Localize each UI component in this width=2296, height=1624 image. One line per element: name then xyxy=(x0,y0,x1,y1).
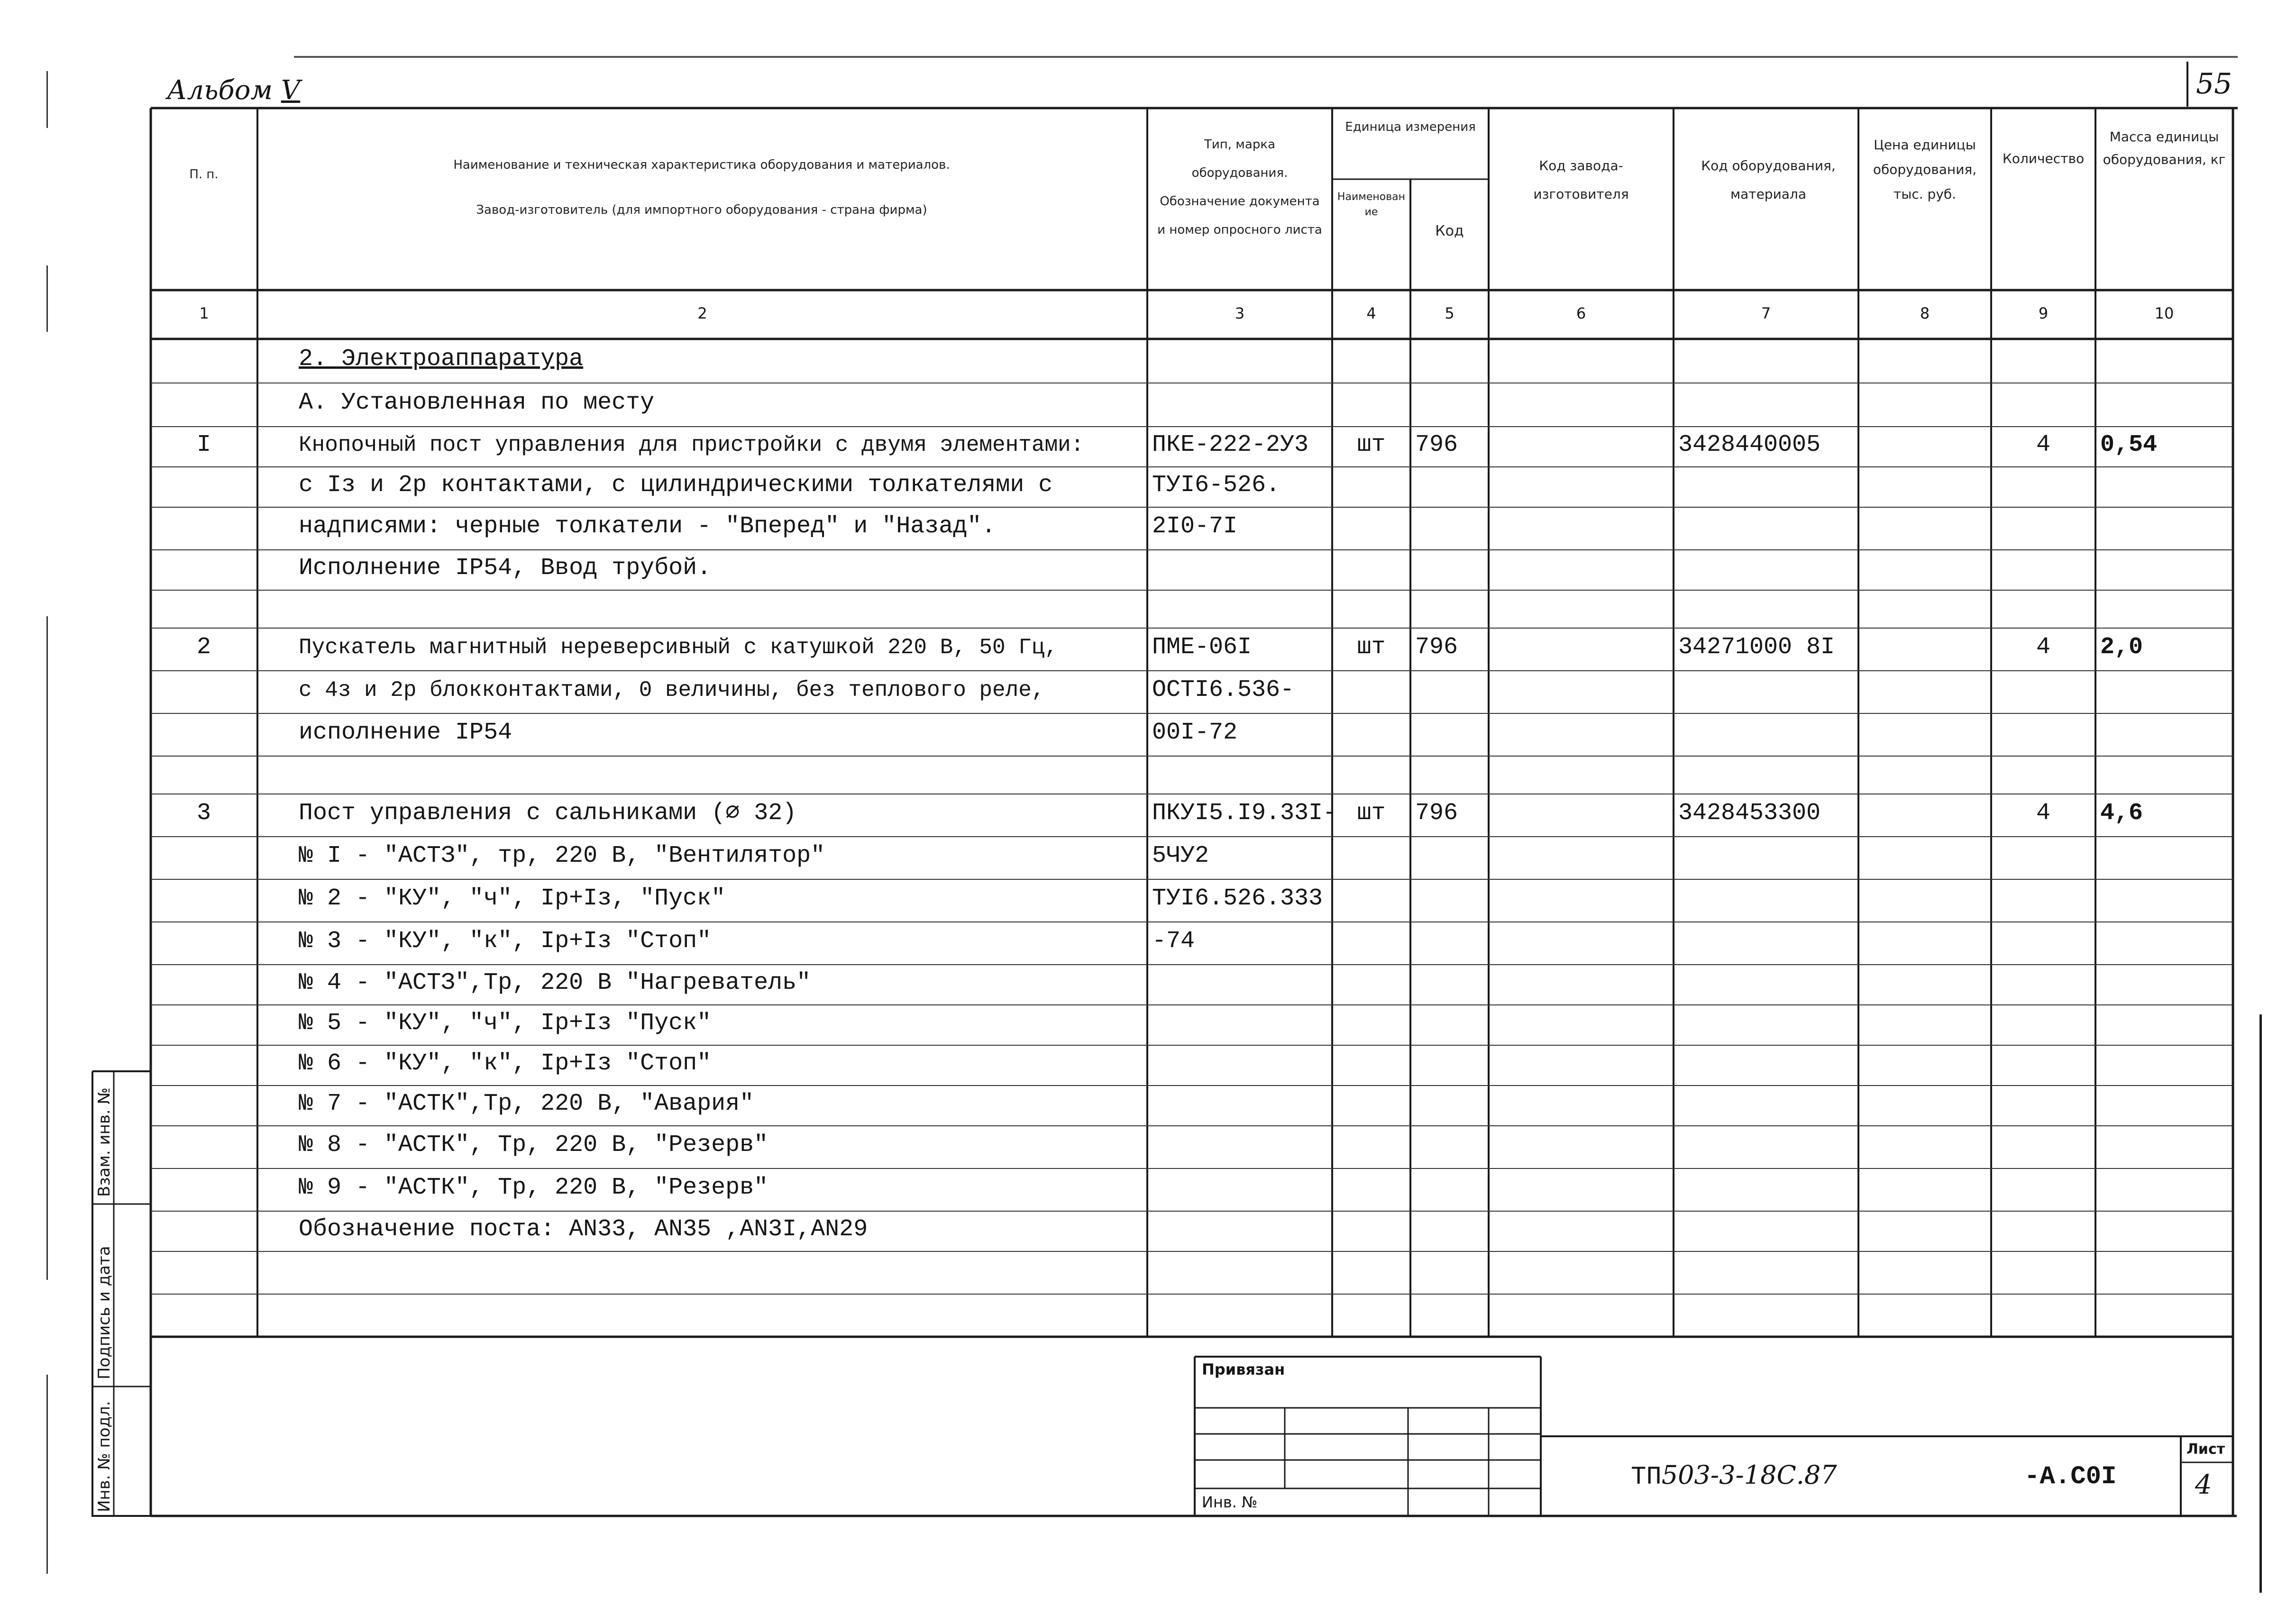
cell-c3: ПКУI5.I9.33I- xyxy=(1152,800,1337,827)
column-number: 7 xyxy=(1761,304,1771,322)
col7-header: Код оборудования, материала xyxy=(1701,158,1836,202)
col1-header: П. п. xyxy=(189,167,219,182)
side-vzam: Взам. инв. № xyxy=(95,1087,114,1197)
cell-c2: № 6 - "КУ", "к", Iр+Iз "Стоп" xyxy=(299,1049,712,1077)
album-word: Альбом xyxy=(167,75,273,106)
cell-c2: Кнопочный пост управления для пристройки с двумя элементами: xyxy=(299,432,1084,457)
sheet-label: Лист xyxy=(2186,1441,2225,1458)
side-podpis: Подпись и дата xyxy=(95,1246,114,1379)
cell-c2: № 5 - "КУ", "ч", Iр+Iз "Пуск" xyxy=(299,1009,712,1037)
cell-c2: с 4з и 2р блокконтактами, 0 величины, без теплового реле, xyxy=(299,678,1045,703)
cell-c3: 00I-72 xyxy=(1152,719,1238,746)
album-number: V xyxy=(281,75,301,106)
col6-header: Код завода-изготовителя xyxy=(1533,158,1629,202)
col5-header: Код xyxy=(1435,223,1464,239)
cell-c10: 2,0 xyxy=(2100,634,2143,661)
column-number: 1 xyxy=(199,304,209,322)
column-number: 4 xyxy=(1366,304,1376,322)
cell-c7: 3428440005 xyxy=(1678,431,1821,458)
col8-header: Цена единицы оборудования, тыс. руб. xyxy=(1873,137,1977,202)
cell-c10: 0,54 xyxy=(2100,431,2158,458)
side-inv-podl: Инв. № подл. xyxy=(95,1401,114,1512)
cell-c2: № 9 - "АСТК", Тр, 220 В, "Резерв" xyxy=(299,1174,768,1201)
cell-c2: № 4 - "АСТЗ",Тр, 220 В "Нагреватель" xyxy=(299,969,811,996)
cell-c4: шт xyxy=(1357,634,1386,661)
cell-c2: надписями: черные толкатели - "Вперед" и "Назад". xyxy=(299,513,996,540)
cell-c7: 3428453300 xyxy=(1678,800,1821,827)
cell-c2: № I - "АСТЗ", тр, 220 В, "Вентилятор" xyxy=(299,842,825,869)
cell-c3: 2I0-7I xyxy=(1152,513,1238,540)
cell-c2: Пост управления с сальниками (∅ 32) xyxy=(299,800,797,827)
column-number: 2 xyxy=(697,304,707,322)
doc-suffix: -А.С0I xyxy=(2024,1462,2117,1491)
cell-c7: 34271000 8I xyxy=(1678,634,1835,661)
cell-c3: ПКЕ-222-2У3 xyxy=(1152,431,1309,458)
cell-c2: Пускатель магнитный нереверсивный с катушкой 220 В, 50 Гц, xyxy=(299,635,1058,660)
column-number: 10 xyxy=(2154,304,2174,322)
cell-c2: Обозначение поста: AN33, AN35 ,AN3I,AN29 xyxy=(299,1215,868,1243)
stamp-privyazan: Привязан xyxy=(1202,1360,1285,1378)
cell-c2: Исполнение IP54, Ввод трубой. xyxy=(299,554,712,582)
col2-header-line2: Завод-изготовитель (для импортного оборудования - страна фирма) xyxy=(476,203,927,217)
cell-c3: ТУI6-526. xyxy=(1152,471,1281,499)
cell-c1: 3 xyxy=(196,800,211,827)
cell-c3: -74 xyxy=(1152,928,1195,955)
cell-c5: 796 xyxy=(1415,431,1458,458)
cell-c5: 796 xyxy=(1415,634,1458,661)
stamp-inv-no: Инв. № xyxy=(1202,1493,1258,1511)
cell-c4: шт xyxy=(1357,800,1386,827)
col4-header: Наименование xyxy=(1337,191,1406,218)
cell-c10: 4,6 xyxy=(2100,800,2143,827)
cell-c2: № 3 - "КУ", "к", Iр+Iз "Стоп" xyxy=(299,928,712,955)
cell-c2: № 7 - "АСТК",Тр, 220 В, "Авария" xyxy=(299,1090,754,1117)
cell-c3: ПМЕ-06I xyxy=(1152,634,1252,661)
doc-code-prefix: ТП xyxy=(1631,1463,1662,1492)
cell-c3: 5ЧУ2 xyxy=(1152,842,1209,869)
column-number: 6 xyxy=(1576,304,1586,322)
cell-c3: ТУI6.526.333 xyxy=(1152,885,1323,912)
sheet-number: 4 xyxy=(2195,1469,2212,1500)
col2-header-line1: Наименование и техническая характеристика оборудования и материалов. xyxy=(453,158,950,172)
cell-c2: с Iз и 2р контактами, с цилиндрическими толкателями с xyxy=(299,471,1053,499)
cell-c5: 796 xyxy=(1415,800,1458,827)
doc-code xyxy=(1631,1460,1837,1492)
column-number: 3 xyxy=(1235,304,1245,322)
cell-c2: исполнение IP54 xyxy=(299,719,512,746)
column-number: 5 xyxy=(1445,304,1454,322)
cell-c9: 4 xyxy=(2036,800,2050,827)
cell-c1: 2 xyxy=(196,634,211,661)
cell-c2: № 8 - "АСТК", Тр, 220 В, "Резерв" xyxy=(299,1131,768,1159)
page-number: 55 xyxy=(2196,67,2232,100)
doc-code-handwritten: 503-3-18С.87 xyxy=(1661,1460,1837,1490)
column-number: 8 xyxy=(1920,304,1930,322)
cell-c2: А. Установленная по месту xyxy=(299,389,655,416)
cell-c4: шт xyxy=(1357,431,1386,458)
cell-c9: 4 xyxy=(2036,634,2050,661)
col9-header: Количество xyxy=(2002,151,2085,166)
column-number: 9 xyxy=(2038,304,2049,322)
cell-c9: 4 xyxy=(2036,431,2050,458)
cell-c3: ОСТI6.536- xyxy=(1152,676,1295,703)
cell-c2: 2. Электроаппаратура xyxy=(299,345,584,373)
cell-c2: № 2 - "КУ", "ч", Iр+Iз, "Пуск" xyxy=(299,885,726,912)
col45-group-header: Единица измерения xyxy=(1345,120,1476,134)
col3-header: Тип, марка оборудования. Обозначение документа и номер опросного листа xyxy=(1157,137,1322,237)
cell-c1: I xyxy=(196,431,211,458)
col10-header: Масса единицы оборудования, кг xyxy=(2103,129,2226,167)
